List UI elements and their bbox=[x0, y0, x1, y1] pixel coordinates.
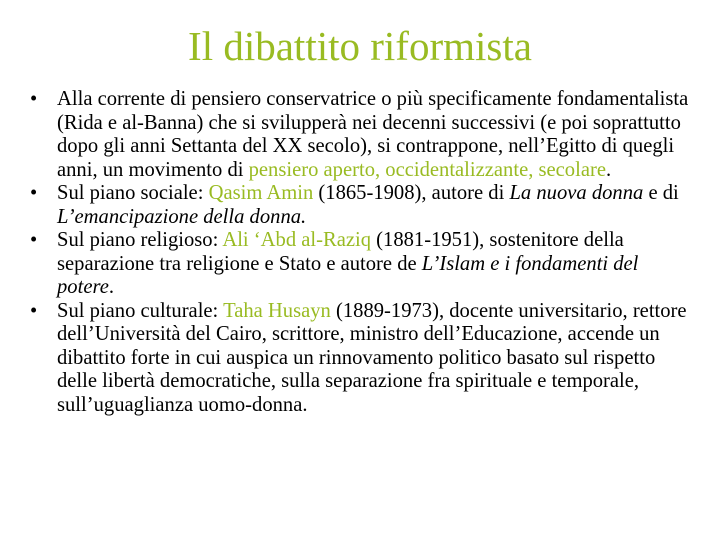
bullet-item-social bbox=[30, 182, 700, 229]
bullet-icon: • bbox=[30, 88, 38, 110]
bullet-icon: • bbox=[30, 182, 38, 204]
bullet-icon: • bbox=[30, 229, 38, 251]
bullet-item-cultural bbox=[30, 300, 700, 418]
bullet-text: Sul piano sociale: bbox=[57, 182, 209, 204]
highlighted-name: Ali ‘Abd al-Raziq bbox=[222, 229, 372, 251]
bullet-item-religious bbox=[30, 229, 700, 300]
slide-title: Il dibattito riformista bbox=[188, 23, 532, 69]
book-title: L’Islam e i fondamenti del potere bbox=[57, 252, 639, 298]
bullet-text: (1881-1951), sostenitore della separazione tra religione e Stato e autore de bbox=[57, 229, 624, 275]
highlighted-name: Taha Husayn bbox=[223, 299, 331, 322]
bullet-text: Alla corrente di pensiero conservatrice o più specificamente fondamentalista (Rida e al-Banna) che si svilupperà nei decenni successivi (e poi soprattutto dopo gli anni Settanta del XX secolo), si contrappone, nell’Egitto di quegli anni, un movimento di bbox=[57, 88, 689, 181]
highlighted-name: Qasim Amin bbox=[208, 182, 314, 204]
bullet-list bbox=[30, 88, 700, 417]
bullet-text: Sul piano culturale: bbox=[57, 299, 224, 322]
bullet-icon: • bbox=[30, 299, 38, 322]
highlighted-phrase: pensiero aperto, occidentalizzante, secolare bbox=[248, 158, 606, 181]
bullet-text: Sul piano religioso: bbox=[57, 229, 223, 251]
bullet-text: (1865-1908), autore di bbox=[313, 182, 510, 204]
bullet-text: e di bbox=[643, 182, 679, 204]
bullet-item-conservative-vs-open bbox=[30, 88, 700, 182]
bullet-text: (1889-1973), docente universitario, rettore dell’Università del Cairo, scrittore, ministro dell’Educazione, accende un dibattito forte in cui auspica un rinnovamento politico basato sul rispetto delle libertà democratiche, sulla separazione fra spirituale e temporale, sull’uguaglianza uomo-donna. bbox=[57, 299, 687, 416]
bullet-text: . bbox=[605, 158, 612, 181]
bullet-text: . bbox=[108, 276, 115, 298]
book-title: L’emancipazione della donna. bbox=[57, 205, 307, 228]
book-title: La nuova donna bbox=[509, 182, 644, 204]
